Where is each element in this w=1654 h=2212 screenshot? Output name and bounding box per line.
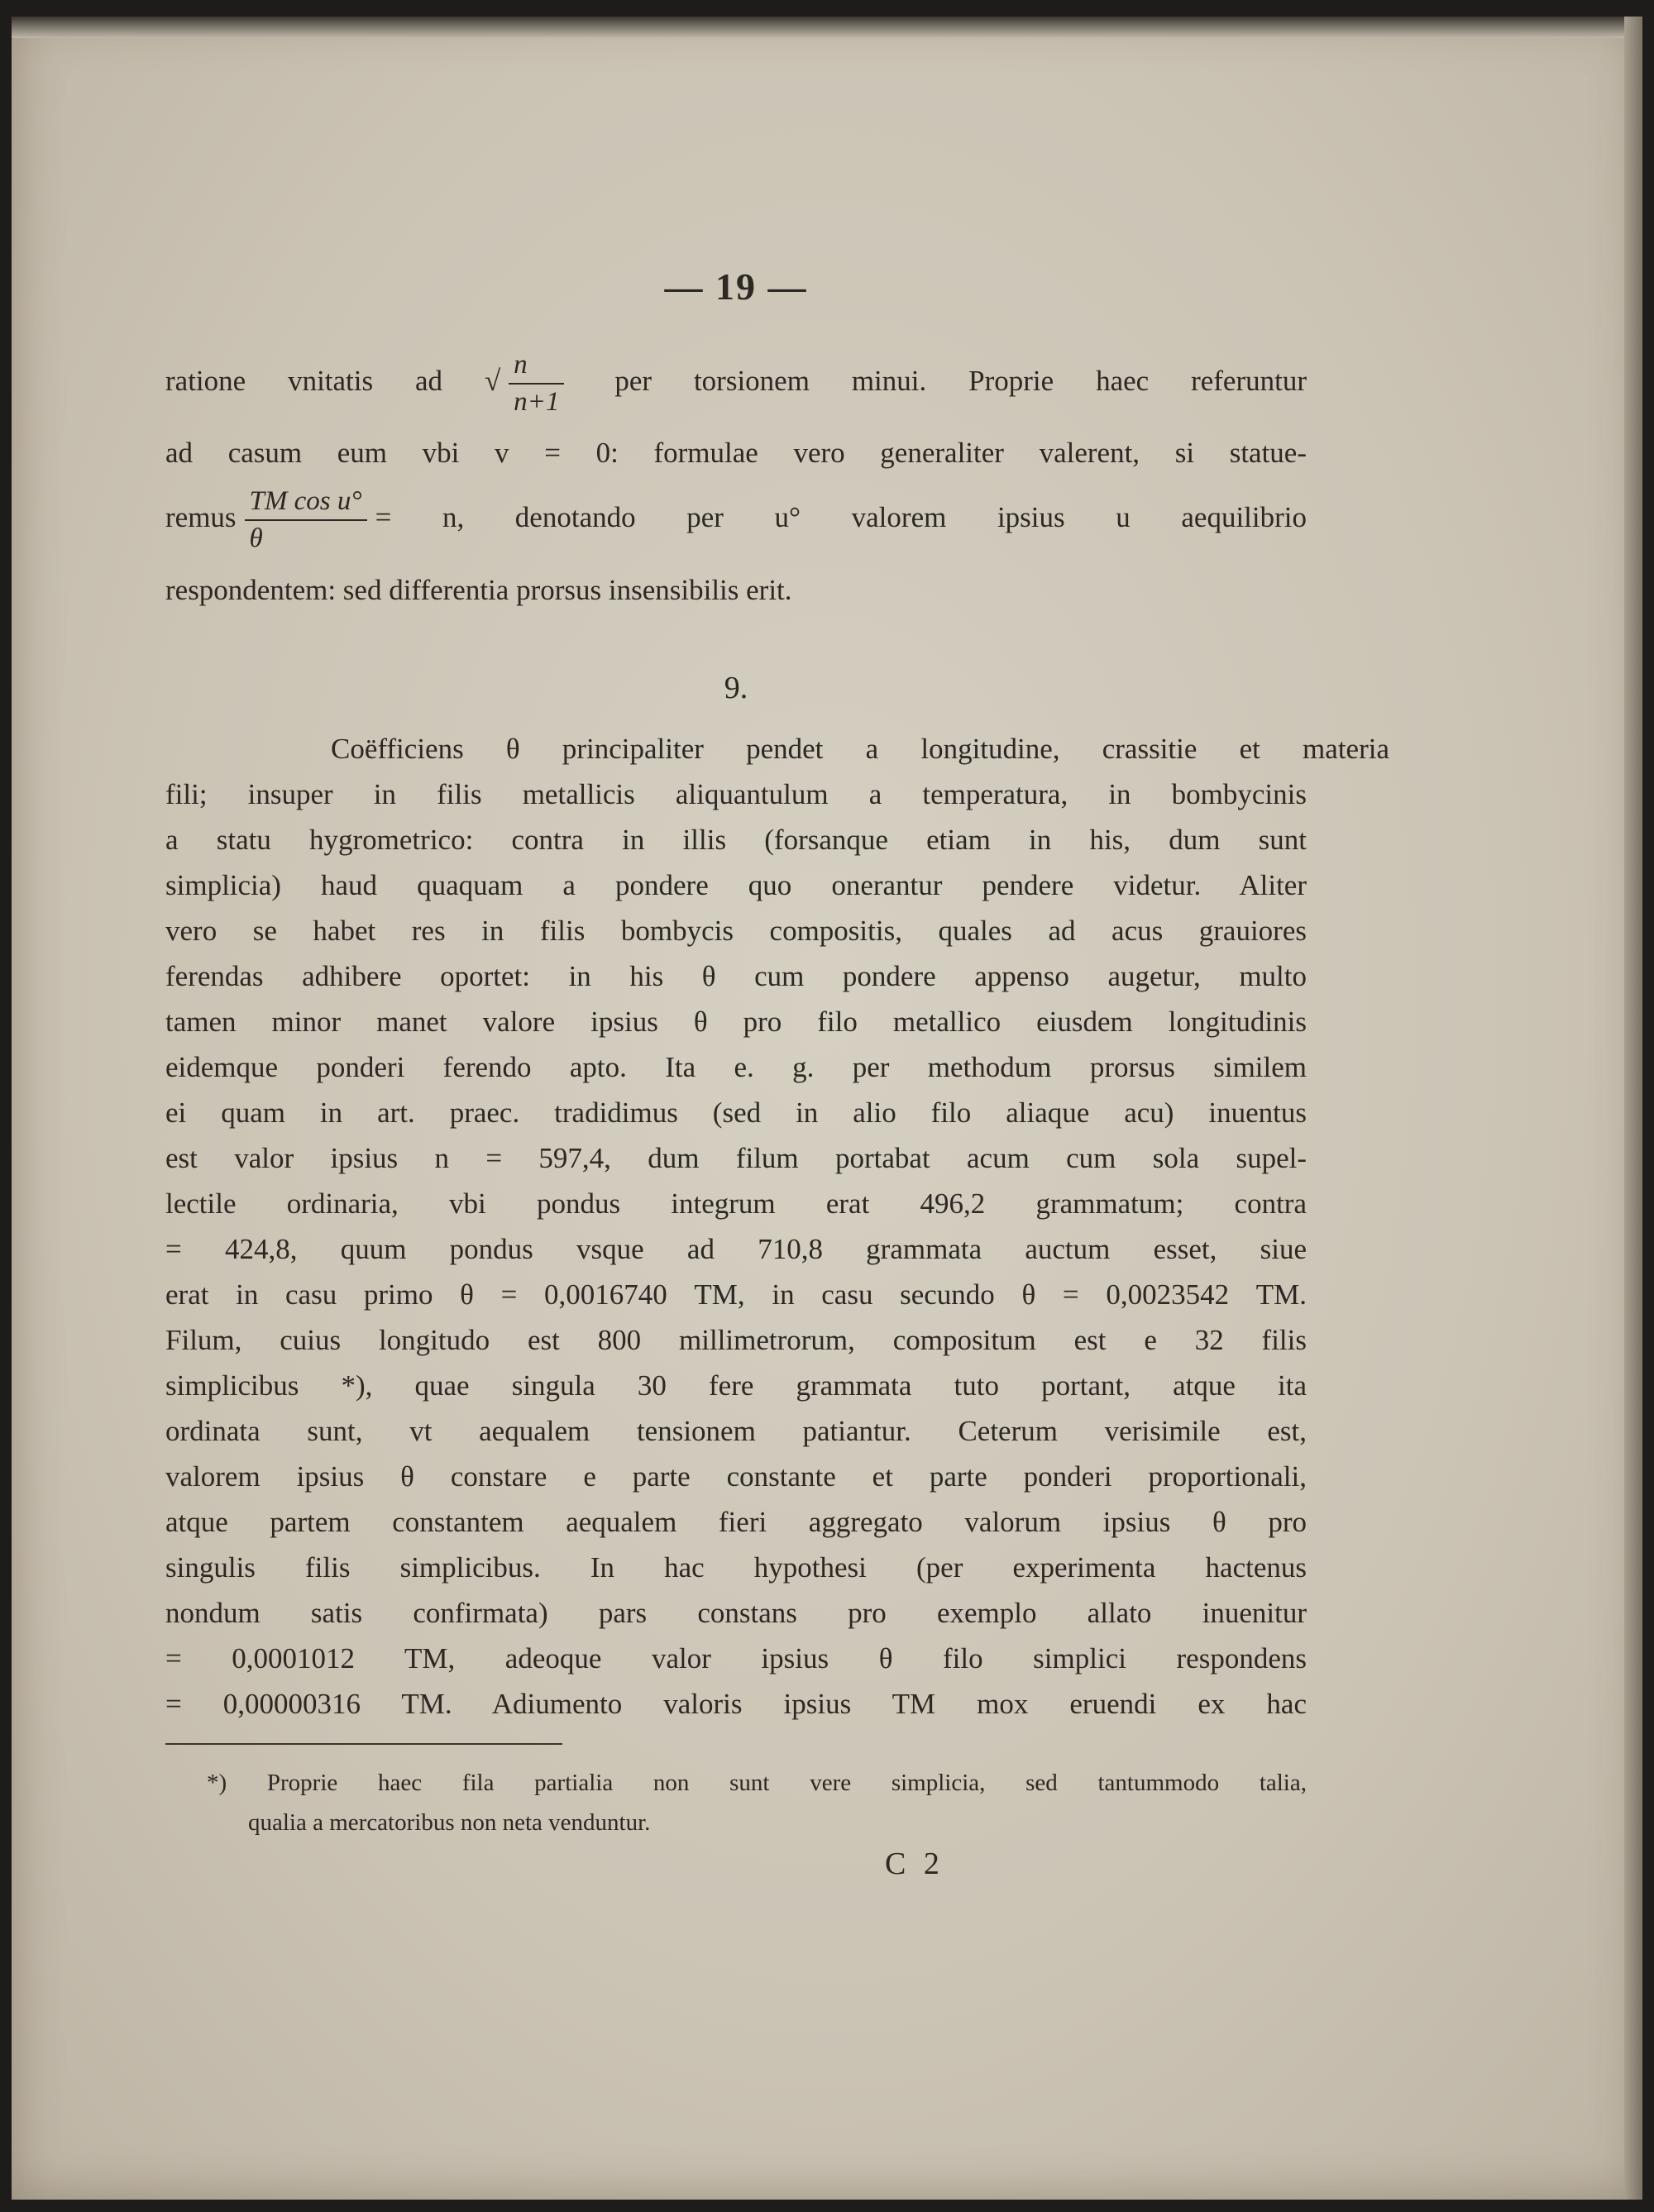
- body-line: singulis filis simplicibus. In hac hypothesi (per experimenta hactenus: [165, 1551, 1307, 1584]
- body-line: ordinata sunt, vt aequalem tensionem patiantur. Ceterum verisimile est,: [165, 1415, 1307, 1447]
- fraction-numerator: TM cos u°: [245, 488, 367, 521]
- intro-line-3-start: remus: [165, 501, 237, 534]
- body-line: ferendas adhibere oportet: in his θ cum pondere appenso augetur, multo: [165, 960, 1307, 992]
- body-line: lectile ordinaria, vbi pondus integrum erat 496,2 grammatum; contra: [165, 1187, 1307, 1220]
- page-number: — 19 —: [664, 265, 808, 308]
- section-heading: 9.: [724, 671, 748, 705]
- footnote-line-2: qualia a mercatoribus non neta venduntur.: [248, 1809, 651, 1836]
- body-line: Filum, cuius longitudo est 800 millimetrorum, compositum est e 32 filis: [165, 1324, 1307, 1356]
- fraction-denominator: n+1: [514, 387, 560, 417]
- intro-line-4: respondentem: sed differentia prorsus insensibilis erit.: [165, 574, 792, 606]
- fraction-n-over-n-plus-1: [509, 351, 564, 416]
- body-line: = 0,0001012 TM, adeoque valor ipsius θ filo simplici respondens: [165, 1642, 1307, 1675]
- body-line: = 424,8, quum pondus vsque ad 710,8 grammata auctum esset, siue: [165, 1233, 1307, 1265]
- body-line: simplicia) haud quaquam a pondere quo onerantur pendere videtur. Aliter: [165, 869, 1307, 901]
- body-line: atque partem constantem aequalem fieri aggregato valorum ipsius θ pro: [165, 1506, 1307, 1538]
- body-line: a statu hygrometrico: contra in illis (forsanque etiam in his, dum sunt: [165, 824, 1307, 856]
- signature-mark: C 2: [885, 1847, 944, 1881]
- intro-line-3: [165, 488, 1307, 552]
- body-line: = 0,00000316 TM. Adiumento valoris ipsius TM mox eruendi ex hac: [165, 1688, 1307, 1720]
- intro-line-1: [165, 351, 1307, 416]
- body-line: valorem ipsius θ constare e parte constante et parte ponderi proportionali,: [165, 1460, 1307, 1493]
- body-line: tamen minor manet valore ipsius θ pro filo metallico eiusdem longitudinis: [165, 1006, 1307, 1038]
- body-line: ei quam in art. praec. tradidimus (sed in alio filo aliaque acu) inuentus: [165, 1096, 1307, 1129]
- body-line: Coëfficiens θ principaliter pendet a longitudine, crassitie et materia: [331, 733, 1389, 765]
- body-line: fili; insuper in filis metallicis aliquantulum a temperatura, in bombycinis: [165, 778, 1307, 810]
- intro-line-1-end: per torsionem minui. Proprie haec referuntur: [572, 365, 1307, 398]
- intro-line-3-end: = n, denotando per u° valorem ipsius u aequilibrio: [375, 501, 1307, 534]
- body-line: est valor ipsius n = 597,4, dum filum portabat acum cum sola supel-: [165, 1142, 1307, 1174]
- footnote-separator: [165, 1743, 562, 1745]
- body-line: vero se habet res in filis bombycis compositis, quales ad acus grauiores: [165, 915, 1307, 947]
- text-block: [165, 17, 1389, 2200]
- page-right-edge: [1624, 17, 1642, 2200]
- intro-line-1-start: ratione vnitatis ad √: [165, 365, 501, 398]
- body-line: eidemque ponderi ferendo apto. Ita e. g. per methodum prorsus similem: [165, 1051, 1307, 1083]
- body-line: erat in casu primo θ = 0,0016740 TM, in casu secundo θ = 0,0023542 TM.: [165, 1278, 1307, 1311]
- footnote-line-1: *) Proprie haec fila partialia non sunt vere simplicia, sed tantummodo talia,: [207, 1770, 1307, 1796]
- fraction-tm-cos-u-over-theta: [245, 488, 367, 552]
- body-line: simplicibus *), quae singula 30 fere grammata tuto portant, atque ita: [165, 1369, 1307, 1402]
- fraction-numerator: n: [509, 351, 564, 385]
- book-page: [12, 17, 1642, 2200]
- body-line: nondum satis confirmata) pars constans pro exemplo allato inuenitur: [165, 1597, 1307, 1629]
- intro-line-2: ad casum eum vbi v = 0: formulae vero generaliter valerent, si statue-: [165, 437, 1307, 469]
- fraction-denominator: θ: [249, 523, 263, 553]
